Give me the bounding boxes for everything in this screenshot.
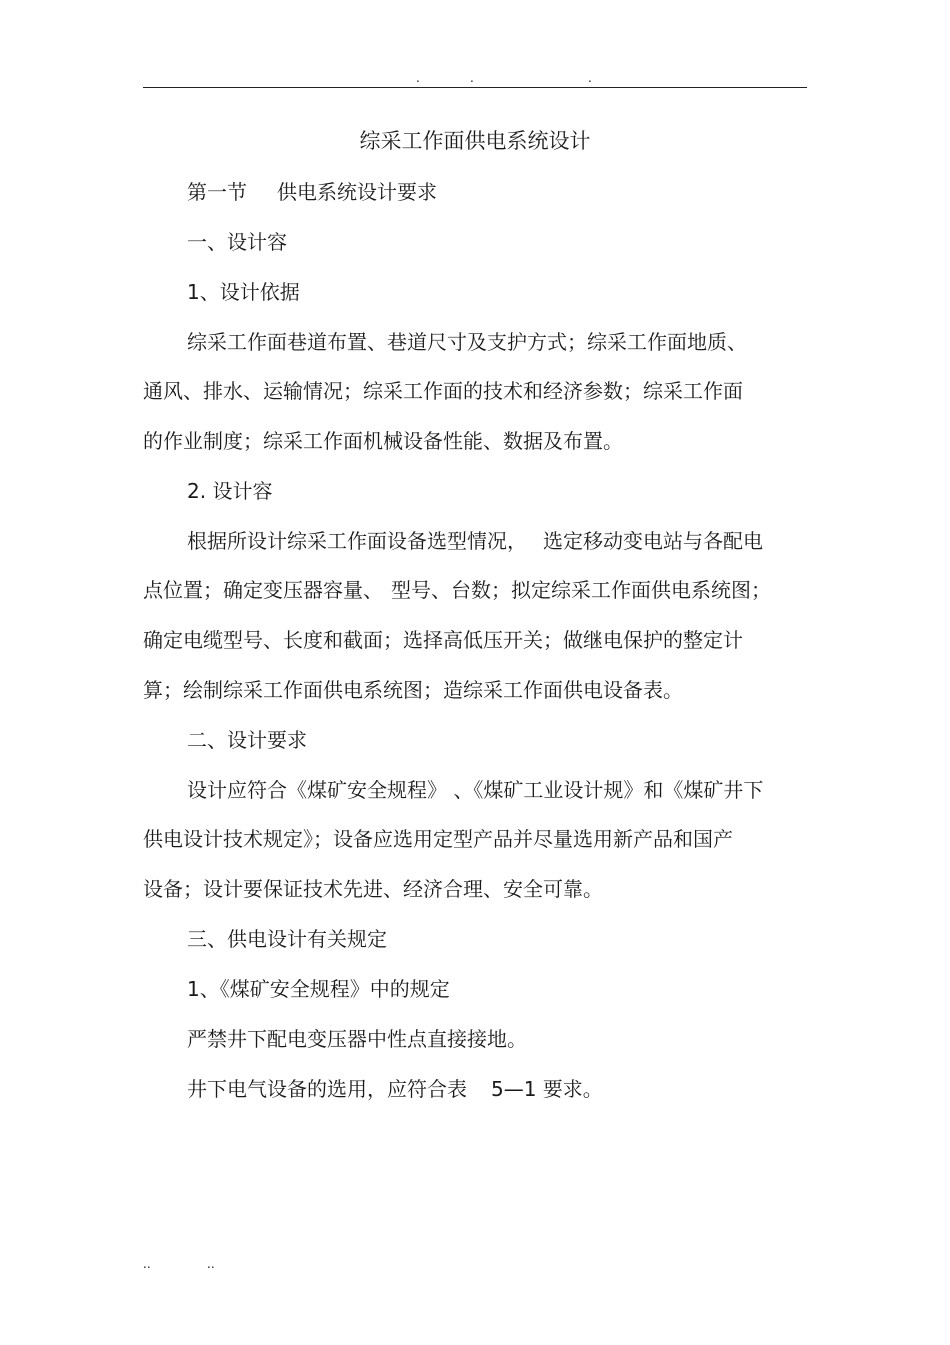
paragraph-line: [187, 1074, 807, 1104]
page-footer-dots: [0, 1256, 950, 1272]
text-segment: 选定移动变电站与各配电: [543, 529, 763, 553]
paragraph-line: 设备；设计要保证技术先进、经济合理、安全可靠。: [143, 877, 603, 901]
text-segment: 根据所设计综采工作面设备选型情况，: [187, 529, 527, 553]
section-heading: [187, 177, 807, 207]
paragraph-line: 综采工作面巷道布置、巷道尺寸及支护方式；综采工作面地质、: [187, 330, 747, 354]
paragraph-line: 确定电缆型号、长度和截面；选择高低压开关；做继电保护的整定计: [143, 628, 743, 652]
header-dot: .: [416, 71, 420, 85]
subheading-1-1: 1、设计依据: [187, 280, 300, 304]
paragraph-line: 严禁井下配电变压器中性点直接接地。: [187, 1027, 527, 1051]
text-segment: 型号、台数；拟定综采工作面供电系统图；: [391, 578, 771, 602]
paragraph-line: 设计应符合《煤矿安全规程》 、《煤矿工业设计规》和《煤矿井下: [187, 778, 764, 802]
paragraph-line: [187, 526, 807, 556]
paragraph-line: [143, 575, 807, 605]
paragraph-line: 供电设计技术规定》；设备应选用定型产品并尽量选用新产品和国产: [143, 827, 733, 851]
document-title: 综采工作面供电系统设计: [359, 129, 591, 153]
text-segment: 5—1 要求。: [491, 1077, 603, 1101]
heading-3: 三、供电设计有关规定: [187, 927, 387, 951]
header-dot: .: [588, 71, 592, 85]
section-number: 第一节: [187, 180, 247, 204]
header-rule: [143, 87, 807, 88]
paragraph-line: 算；绘制综采工作面供电系统图；造综采工作面供电设备表。: [143, 678, 683, 702]
heading-2: 二、设计要求: [187, 728, 307, 752]
subheading-1-2: 2. 设计容: [187, 479, 273, 503]
heading-1: 一、设计容: [187, 230, 287, 254]
paragraph-line: 的作业制度；综采工作面机械设备性能、数据及布置。: [143, 429, 623, 453]
text-segment: 井下电气设备的选用，应符合表: [187, 1077, 467, 1101]
text-segment: 点位置；确定变压器容量、: [143, 578, 383, 602]
paragraph-line: 通风、排水、运输情况；综采工作面的技术和经济参数；综采工作面: [143, 379, 743, 403]
footer-dot: ..: [143, 1257, 151, 1271]
footer-dot: ..: [207, 1257, 215, 1271]
header-dot: .: [470, 71, 474, 85]
subheading-3-1: 1、《煤矿安全规程》中的规定: [187, 977, 450, 1001]
page-header-dots: [0, 70, 950, 86]
section-name: 供电系统设计要求: [277, 180, 437, 204]
